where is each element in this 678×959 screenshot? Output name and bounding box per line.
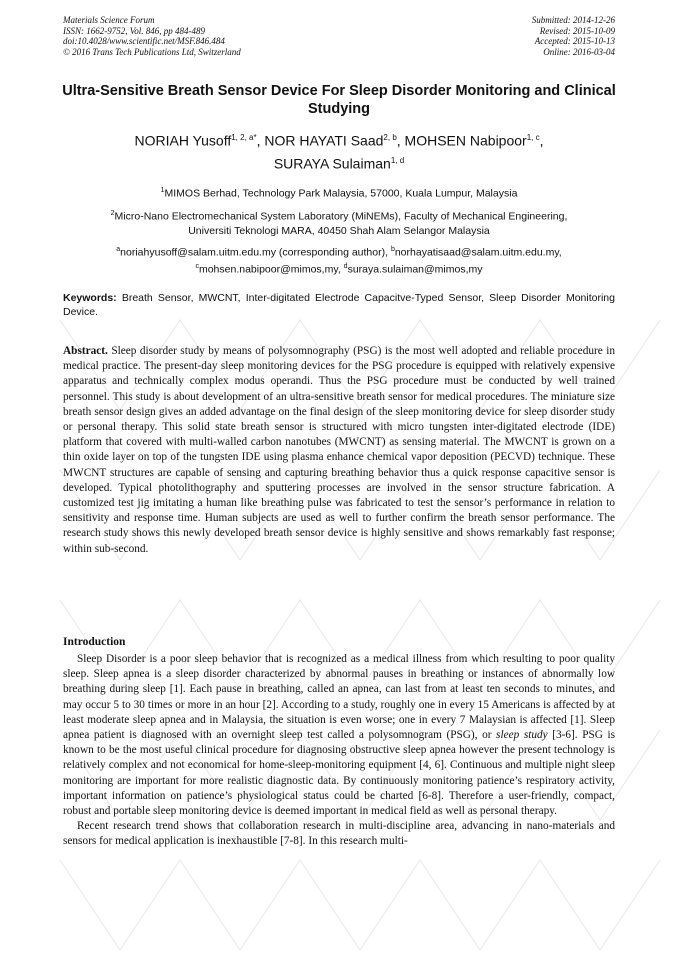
affiliation-1 xyxy=(60,184,618,201)
abstract-text: Sleep disorder study by means of polysomnography (PSG) is the most well adopted and reliable procedure in medical practice. The present-day sleep monitoring devices for the PSG procedure is equipped with relatively expensive apparatus and technically complex modus operandi. Thus the PSG procedure must be conducted by well trained personnel. This study is about development of an ultra-sensitive breath sensor for medical procedures. The miniature size breath sensor design gives an added advantage on the final design of the sleep monitoring device for sleep disorder study or personal therapy. This solid state breath sensor is structured with micro tungsten inter-digitated electrode (IDE) platform that covered with multi-walled carbon nanotubes (MWCNT) as sensing material. The MWCNT is grown on a thin oxide layer on top of the tungsten IDE using plasma enhance chemical vapor deposition (PECVD) technique. These MWCNT structures are capable of sensing and capturing breathing behavior thus a quick response capacitive sensor is developed. Typical photolithography and sputtering processes are involved in the sensor structure fabrication. A customized test jig imitating a human like breathing pulse was fabricated to test the sensor’s performance in relation to sensitivity and response time. Human subjects are used as well to further confirm the breath sensor performance. The research study shows this newly developed breath sensor device is highly sensitive and shows remarkably fast response; within sub-second. xyxy=(63,345,615,555)
email-link[interactable]: mohsen.nabipoor@mimos,my, xyxy=(198,263,344,275)
affiliation-superscript: 1 xyxy=(160,187,165,194)
paper-title: Ultra-Sensitive Breath Sensor Device For Sleep Disorder Monitoring and Clinical Studying xyxy=(62,83,616,117)
email-link[interactable]: norhayatisaad@salam.uitm.edu.my, xyxy=(394,246,562,259)
email-superscript: d xyxy=(343,262,348,270)
author-name: NOR HAYATI Saad xyxy=(264,132,384,149)
author-name: SURAYA Sulaiman xyxy=(273,155,391,172)
affiliation-2 xyxy=(60,207,618,238)
introduction-paragraph: Recent research trend shows that collaboration research in multi-discipline area, advancing in nano-materials and sensors for medical application is inexhaustible [7-8]. In this research multi- xyxy=(63,820,615,848)
author-name: MOHSEN Nabipoor xyxy=(404,132,527,149)
abstract-label: Abstract. xyxy=(63,345,108,357)
email-link[interactable]: suraya.sulaiman@mimos,my xyxy=(347,263,483,275)
email-link[interactable]: noriahyusoff@salam.uitm.edu.my (corresponding author), xyxy=(120,246,391,259)
author-name: NORIAH Yusoff xyxy=(134,132,232,149)
affiliation-text: MIMOS Berhad, Technology Park Malaysia, 57000, Kuala Lumpur, Malaysia xyxy=(164,187,518,200)
affiliation-superscript: 2 xyxy=(110,210,115,217)
keywords-section xyxy=(63,291,615,319)
introduction-paragraph xyxy=(63,652,615,819)
email-superscript: a xyxy=(116,246,121,253)
author-superscript: 1, d xyxy=(390,155,405,165)
date-revised: Revised: 2015-10-09 xyxy=(539,25,615,36)
introduction-heading: Introduction xyxy=(63,636,126,648)
paragraph-text: Sleep Disorder is a poor sleep behavior that is recognized as a medical illness from which resulting to poor quality sleep. Sleep apnea is a sleep disorder characterized by abnormal pauses in breathing or instances of abnormally low breathing during sleep [1]. Each pause in breathing, called an apnea, can last from at least ten seconds to minutes, and may occur 5 to 30 times or more in an hour [2]. According to a study, roughly one in every 15 Americans is affected by at least moderate sleep apnea and in Malaysia, the situation is even worse; one in every 7 Malaysian is affected [1]. Sleep apnea patient is diagnosed with an overnight sleep test called a polysomnogram (PSG), or xyxy=(63,653,615,742)
journal-doi[interactable]: doi:10.4028/www.scientific.net/MSF.846.484 xyxy=(63,36,225,46)
keywords-label: Keywords: xyxy=(63,292,117,304)
date-accepted: Accepted: 2015-10-13 xyxy=(534,36,615,46)
author-emails xyxy=(60,243,618,276)
journal-header xyxy=(63,15,615,57)
journal-copyright: © 2016 Trans Tech Publications Ltd, Switzerland xyxy=(63,46,241,57)
author-superscript: 1, 2, a* xyxy=(231,133,257,142)
email-superscript: b xyxy=(390,246,395,253)
paragraph-text: [3-6]. PSG is known to be the most useful clinical procedure for diagnosing obstructive sleep apnea however the present technology is relatively complex and not economical for home-sleep-monitoring equipment [4, 6]. Continuous and multiple night sleep monitoring are important for more realistic diagnostic data. By continuously monitoring patience’s respiratory activity, important information on patience’s physiological status could be charted [6-8]. Therefore a user-friendly, compact, robust and portable sleep monitoring device is deemed important in medical field as well as personal therapy. xyxy=(63,729,616,818)
journal-name: Materials Science Forum xyxy=(63,15,155,25)
abstract-section xyxy=(63,344,615,557)
author-list: NORIAH Yusoff$^{1, 2, a*}$, NOR HAYATI Saad$^{2, b}$, MOHSEN Nabipoor$^{1, c}$, SURAYA Sulaiman$^{1, d}$ xyxy=(134,132,544,172)
date-submitted: Submitted: 2014-12-26 xyxy=(531,15,615,25)
journal-info xyxy=(63,15,241,57)
affiliation-text: Micro-Nano Electromechanical System Laboratory (MiNEMs), Faculty of Mechanical Engineering, xyxy=(114,210,568,223)
author-superscript: 2, b xyxy=(383,133,397,142)
date-online: Online: 2016-03-04 xyxy=(543,46,615,57)
affiliation-text: Universiti Teknologi MARA, 40450 Shah Alam Selangor Malaysia xyxy=(188,224,490,237)
journal-issn: ISSN: 1662-9752, Vol. 846, pp 484-489 xyxy=(63,25,205,36)
italic-term: sleep study xyxy=(496,729,548,742)
email-superscript: c xyxy=(195,262,199,270)
publication-dates xyxy=(532,15,615,57)
author-superscript: 1, c xyxy=(526,133,540,142)
keywords-text: Breath Sensor, MWCNT, Inter-digitated Electrode Capacitve-Typed Sensor, Sleep Disorder Monitoring Device. xyxy=(63,292,615,318)
introduction-body xyxy=(63,652,615,850)
